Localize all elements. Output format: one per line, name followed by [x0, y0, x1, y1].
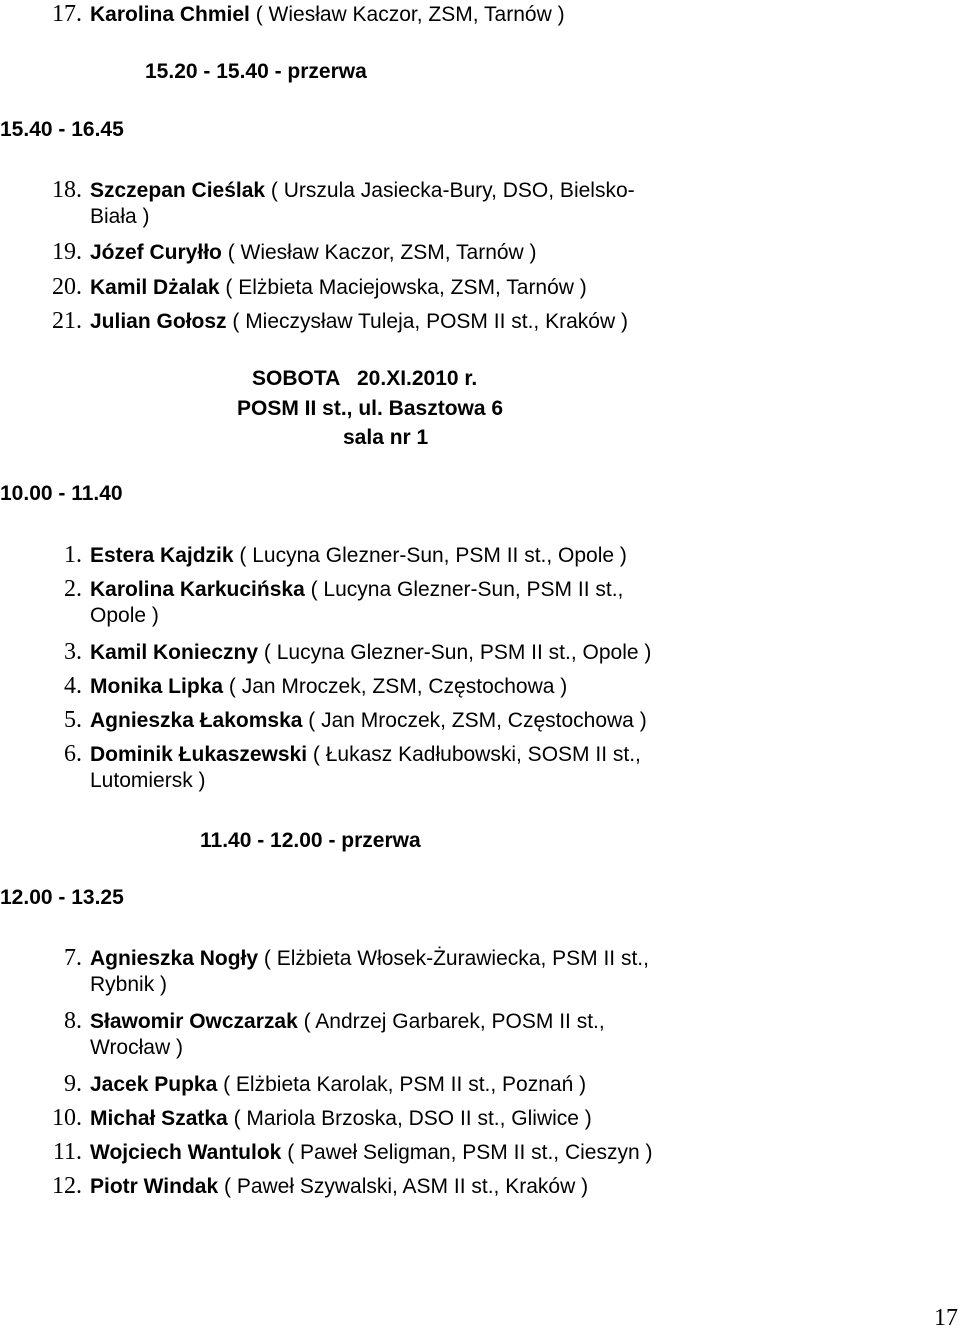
- teacher-info: ( Lucyna Glezner-Sun, PSM II st.,: [304, 578, 624, 601]
- teacher-info: ( Elżbieta Maciejowska, ZSM, Tarnów ): [219, 276, 587, 299]
- page-number: 17: [934, 1305, 958, 1331]
- list-item-2: [64, 576, 624, 629]
- teacher-info: ( Wiesław Kaczor, ZSM, Tarnów ): [221, 241, 537, 264]
- teacher-info-cont: Opole ): [90, 604, 159, 627]
- list-item-3: [64, 639, 652, 666]
- teacher-info: ( Lucyna Glezner-Sun, PSM II st., Opole ): [258, 641, 652, 664]
- teacher-info-cont: Wrocław ): [90, 1036, 183, 1059]
- performer-name: Agnieszka Łakomska: [90, 709, 303, 732]
- list-item-7: [64, 945, 649, 998]
- item-number: 12.: [52, 1173, 82, 1199]
- performer-name: Julian Gołosz: [90, 310, 227, 333]
- list-item-8: [64, 1008, 605, 1061]
- teacher-info-cont: Lutomiersk ): [90, 769, 206, 792]
- day-heading: SOBOTA 20.XI.2010 r.: [252, 367, 478, 390]
- list-item-10: [52, 1105, 592, 1132]
- teacher-info: ( Paweł Szywalski, ASM II st., Kraków ): [218, 1175, 589, 1198]
- teacher-info: ( Mariola Brzoska, DSO II st., Gliwice ): [227, 1107, 592, 1130]
- teacher-info: ( Jan Mroczek, ZSM, Częstochowa ): [223, 675, 568, 698]
- teacher-info-cont: Rybnik ): [90, 973, 168, 996]
- item-number: 3.: [64, 639, 82, 665]
- performer-name: Karolina Chmiel: [90, 3, 250, 26]
- performer-name: Michał Szatka: [90, 1107, 228, 1130]
- time-slot: 10.00 - 11.40: [0, 482, 123, 505]
- teacher-info: ( Andrzej Garbarek, POSM II st.,: [297, 1010, 605, 1033]
- teacher-info-cont: Biała ): [90, 205, 150, 228]
- teacher-info: ( Elżbieta Karolak, PSM II st., Poznań ): [217, 1073, 587, 1096]
- list-item-19: [52, 239, 537, 266]
- performer-name: Jacek Pupka: [90, 1073, 218, 1096]
- performer-name: Monika Lipka: [90, 675, 224, 698]
- performer-name: Karolina Karkucińska: [90, 578, 305, 601]
- teacher-info: ( Urszula Jasiecka-Bury, DSO, Bielsko-: [265, 179, 635, 202]
- time-slot: 12.00 - 13.25: [0, 886, 124, 909]
- teacher-info: ( Elżbieta Włosek-Żurawiecka, PSM II st.,: [258, 947, 649, 970]
- item-number: 7.: [64, 945, 82, 971]
- performer-name: Dominik Łukaszewski: [90, 743, 308, 766]
- teacher-info: ( Wiesław Kaczor, ZSM, Tarnów ): [249, 3, 565, 26]
- list-item-4: [64, 673, 568, 700]
- item-number: 6.: [64, 741, 82, 767]
- list-item-21: [52, 308, 628, 335]
- item-number: 5.: [64, 707, 82, 733]
- teacher-info: ( Jan Mroczek, ZSM, Częstochowa ): [302, 709, 647, 732]
- item-number: 10.: [52, 1105, 82, 1131]
- list-item-11: [52, 1139, 653, 1166]
- performer-name: Kamil Dżalak: [90, 276, 220, 299]
- performer-name: Estera Kajdzik: [90, 544, 234, 567]
- performer-name: Kamil Konieczny: [90, 641, 259, 664]
- item-number: 21.: [52, 308, 82, 334]
- list-item-1: [64, 542, 627, 569]
- list-item-17: [52, 1, 565, 28]
- item-number: 18.: [52, 177, 82, 203]
- list-item-12: [52, 1173, 589, 1200]
- performer-name: Sławomir Owczarzak: [90, 1010, 298, 1033]
- teacher-info: ( Lucyna Glezner-Sun, PSM II st., Opole ): [233, 544, 627, 567]
- item-number: 4.: [64, 673, 82, 699]
- performer-name: Piotr Windak: [90, 1175, 219, 1198]
- item-number: 11.: [52, 1139, 82, 1165]
- venue-heading: POSM II st., ul. Basztowa 6: [237, 397, 504, 420]
- list-item-18: [52, 177, 635, 230]
- performer-name: Józef Curyłło: [90, 241, 222, 264]
- performer-name: Agnieszka Nogły: [90, 947, 259, 970]
- item-number: 1.: [64, 542, 82, 568]
- break-label: 11.40 - 12.00 - przerwa: [200, 829, 421, 852]
- time-slot: 15.40 - 16.45: [0, 118, 124, 141]
- list-item-20: [52, 274, 587, 301]
- teacher-info: ( Mieczysław Tuleja, POSM II st., Kraków ): [226, 310, 628, 333]
- performer-name: Szczepan Cieślak: [90, 179, 266, 202]
- list-item-5: [64, 707, 647, 734]
- break-label: 15.20 - 15.40 - przerwa: [145, 60, 367, 83]
- teacher-info: ( Paweł Seligman, PSM II st., Cieszyn ): [281, 1141, 653, 1164]
- item-number: 2.: [64, 576, 82, 602]
- item-number: 17.: [52, 1, 82, 27]
- teacher-info: ( Łukasz Kadłubowski, SOSM II st.,: [307, 743, 641, 766]
- item-number: 19.: [52, 239, 82, 265]
- list-item-9: [64, 1071, 587, 1098]
- item-number: 8.: [64, 1008, 82, 1034]
- list-item-6: [64, 741, 641, 794]
- item-number: 9.: [64, 1071, 82, 1097]
- performer-name: Wojciech Wantulok: [90, 1141, 282, 1164]
- item-number: 20.: [52, 274, 82, 300]
- room-heading: sala nr 1: [343, 426, 429, 449]
